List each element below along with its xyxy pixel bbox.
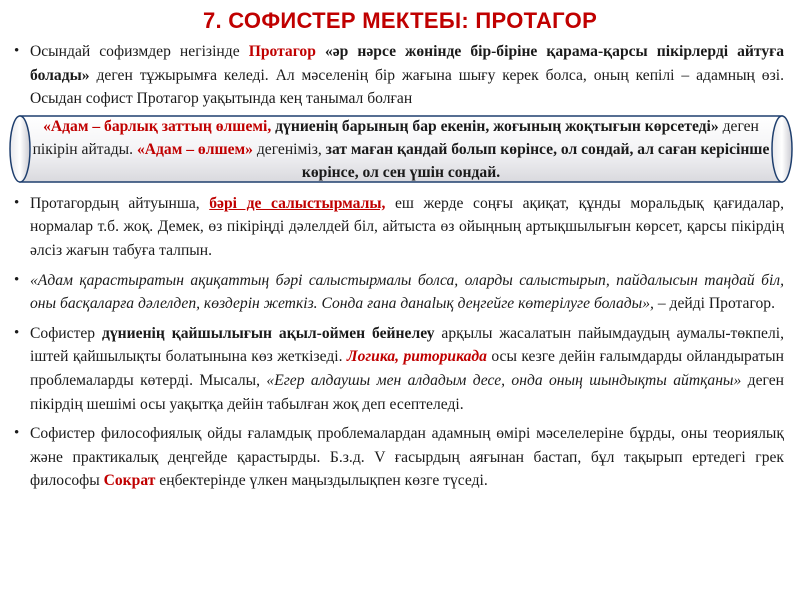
- p4-logic: Логика, риторикада: [346, 348, 487, 366]
- banner-quote-1: «Адам – барлық заттың өлшемі,: [43, 117, 272, 135]
- banner-text: [30, 115, 772, 184]
- slide-title: 7. СОФИСТЕР МЕКТЕБІ: ПРОТАГОР: [202, 8, 598, 33]
- p3-text: – дейді Протагор.: [653, 295, 775, 313]
- p4-text-4: деген пікірдің шешімі осы уақытқа дейін табылған жоқ деп есептеледі.: [30, 371, 784, 413]
- paragraph-4: [18, 322, 784, 416]
- p4-paradox: «Егер алдаушы мен алдадым десе, онда оның шындықты айтқаны»: [266, 371, 742, 389]
- slide-content: [18, 40, 784, 493]
- paragraph-3: [18, 269, 784, 316]
- p5-text-1: Софистер философиялық ойды ғаламдық проблемалардан адамның өмірі мәселелеріне бұрды, оны теориялық және практикалық деңгейде қарастырды. Б.з.д. V ғасырдың аяғынан бастап, бұл тақырып ертедегі грек философы: [30, 425, 784, 490]
- p4-text-1: Софистер: [30, 324, 102, 342]
- banner-conclusion: зат маған қандай болып көрінсе, ол сондай, ал саған керісінше көрінсе, ол сен үшін сондай.: [301, 140, 770, 181]
- p1-quote: «әр нәрсе жөнінде бір-біріне қарама-қарсы пікірлерді айтуға болады»: [30, 43, 784, 84]
- p1-text-2: деген тұжырымға келеді. Ал мәселенің бір жағына шығу керек болса, оның кепілі – адамның өзі. Осыдан софист Протагор уақытында кең танымал болған: [30, 66, 784, 108]
- paragraph-1: [18, 40, 784, 111]
- p4-text-3: осы кезге дейін ғалымдарды ойландыратын проблемаларды көтерді. Мысалы,: [30, 348, 785, 389]
- p4-contradiction: дүниенің қайшылығын ақыл-оймен бейнелеу: [102, 324, 435, 342]
- p4-text-2: арқылы жасалатын пайымдаудың аумалы-төкпелі, іштей қайшылықты болатынына көз жеткізеді.: [30, 324, 784, 366]
- paragraph-2: [18, 192, 784, 263]
- p2-text-1: Протагордың айтуынша,: [30, 194, 210, 212]
- p3-quote: «Адам қарастыратын ақиқаттың бәрі салыстырмалы болса, оларды салыстырып, пайдалысын таңдай біл, оны басқаларға дәлелдеп, көздерін жеткіз. Сонда ғана данalық деңгейге көтерілуге болады»,: [30, 271, 784, 313]
- quote-banner: [8, 114, 794, 186]
- p1-protagor: Протагор: [248, 43, 316, 60]
- banner-text-1: деген пікірін айтады.: [32, 117, 759, 158]
- p1-text-1: Осындай софизмдер негізінде: [30, 43, 249, 60]
- p2-relative: бәрі де салыстырмалы,: [209, 194, 386, 212]
- banner-text-2: дегеніміз,: [252, 140, 326, 158]
- paragraph-5: [18, 422, 784, 493]
- p5-socrates: Сократ: [103, 472, 156, 490]
- p5-text-2: еңбектерінде үлкен маңыздылықпен көзге түседі.: [155, 472, 488, 490]
- banner-measure: «Адам – өлшем»: [136, 140, 253, 158]
- p2-text-2: еш жерде соңғы ақиқат, құнды моральдық қағидалар, нормалар т.б. жоқ. Демек, өз пікіріңді дәлелдей біл, айтыста өз ойыңның артықшылығын көрсет, қарсы пікірдің әлсіз жағын табуға талпын.: [30, 194, 784, 259]
- banner-quote-2: дүниенің барының бар екенін, жоғының жоқтығын көрсетеді»: [271, 117, 719, 135]
